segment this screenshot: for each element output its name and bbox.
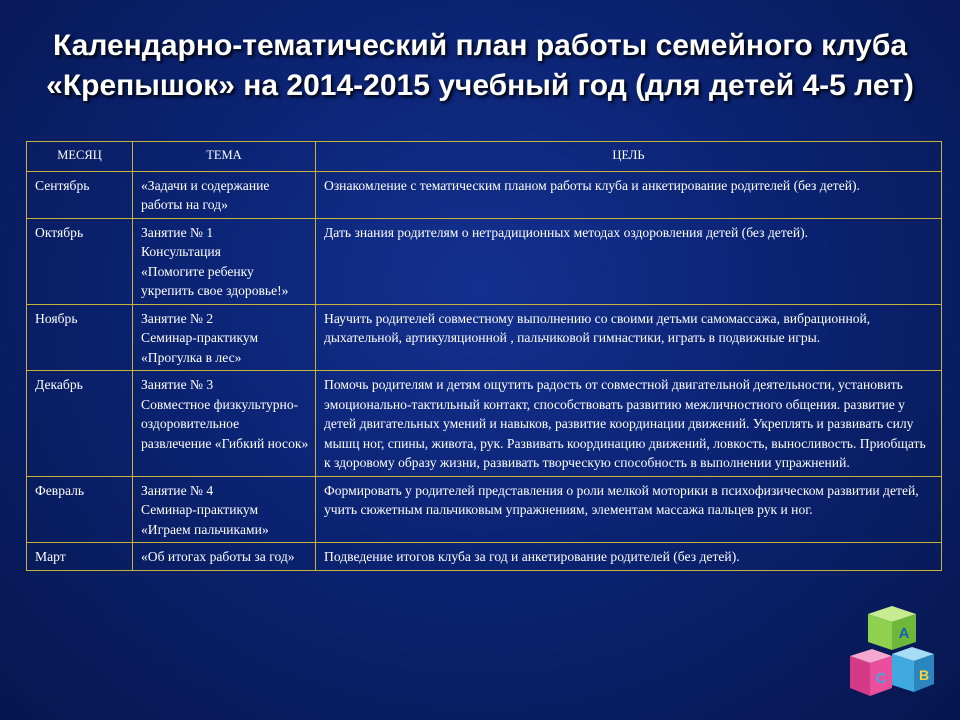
topic-cell: «Задачи и содержание работы на год» [133,171,316,218]
month-cell: Октябрь [27,218,133,304]
goal-cell: Ознакомление с тематическим планом работы клуба и анкетирование родителей (без детей). [316,171,942,218]
month-cell: Ноябрь [27,304,133,371]
month-cell: Март [27,543,133,571]
cube-b-icon [892,647,934,692]
slide-title [0,26,960,106]
table-row [27,171,942,218]
cube-letter-a: A [898,625,910,642]
goal-cell: Формировать у родителей представления о роли мелкой моторики в психофизическом развитии детей, учить сюжетным пальчиковым упражнениям, элементам массажа пальцев рук и ног. [316,476,942,543]
title-line-2: «Крепышок» на 2014-2015 учебный год (для детей 4-5 лет) [46,69,914,102]
table-row [27,543,942,571]
header-row [27,142,942,172]
table-row [27,371,942,477]
month-cell: Декабрь [27,371,133,477]
table-row [27,476,942,543]
plan-table [26,141,942,571]
table-row [27,304,942,371]
goal-cell: Дать знания родителям о нетрадиционных методах оздоровления детей (без детей). [316,218,942,304]
topic-cell: Занятие № 3 Совместное физкультурно-оздоровительное развлечение «Гибкий носок» [133,371,316,477]
goal-cell: Подведение итогов клуба за год и анкетирование родителей (без детей). [316,543,942,571]
table-row [27,218,942,304]
header-topic: ТЕМА [133,142,316,172]
goal-cell: Научить родителей совместному выполнению со своими детьми самомассажа, вибрационной, дыхательной, артикуляционной , пальчиковой гимнастики, играть в подвижные игры. [316,304,942,371]
topic-cell: «Об итогах работы за год» [133,543,316,571]
month-cell: Февраль [27,476,133,543]
goal-cell: Помочь родителям и детям ощутить радость от совместной двигательной деятельности, установить эмоционально-тактильный контакт, способствовать развитию межличностного общения. развитие у детей двигательных умений и навыков, развитие координации движений. Укреплять и развивать силу мышц ног, спины, живота, рук. Развивать координацию движений, ловкость, выносливость. Приобщать к здоровому образу жизни, развивать творческую способность в выполнении упражнений. [316,371,942,477]
topic-cell: Занятие № 2 Семинар-практикум «Прогулка в лес» [133,304,316,371]
header-month: МЕСЯЦ [27,142,133,172]
month-cell: Сентябрь [27,171,133,218]
cube-letter-c: C [875,670,887,687]
header-goal: ЦЕЛЬ [316,142,942,172]
topic-cell: Занятие № 4 Семинар-практикум «Играем пальчиками» [133,476,316,543]
cube-letter-b: B [918,667,930,683]
topic-cell: Занятие № 1 Консультация «Помогите ребенку укрепить свое здоровье!» [133,218,316,304]
abc-cubes-icon [846,600,938,700]
cube-c-icon [850,649,892,696]
cube-a-icon [868,606,916,650]
title-line-1: Календарно-тематический план работы семейного клуба [52,29,908,62]
